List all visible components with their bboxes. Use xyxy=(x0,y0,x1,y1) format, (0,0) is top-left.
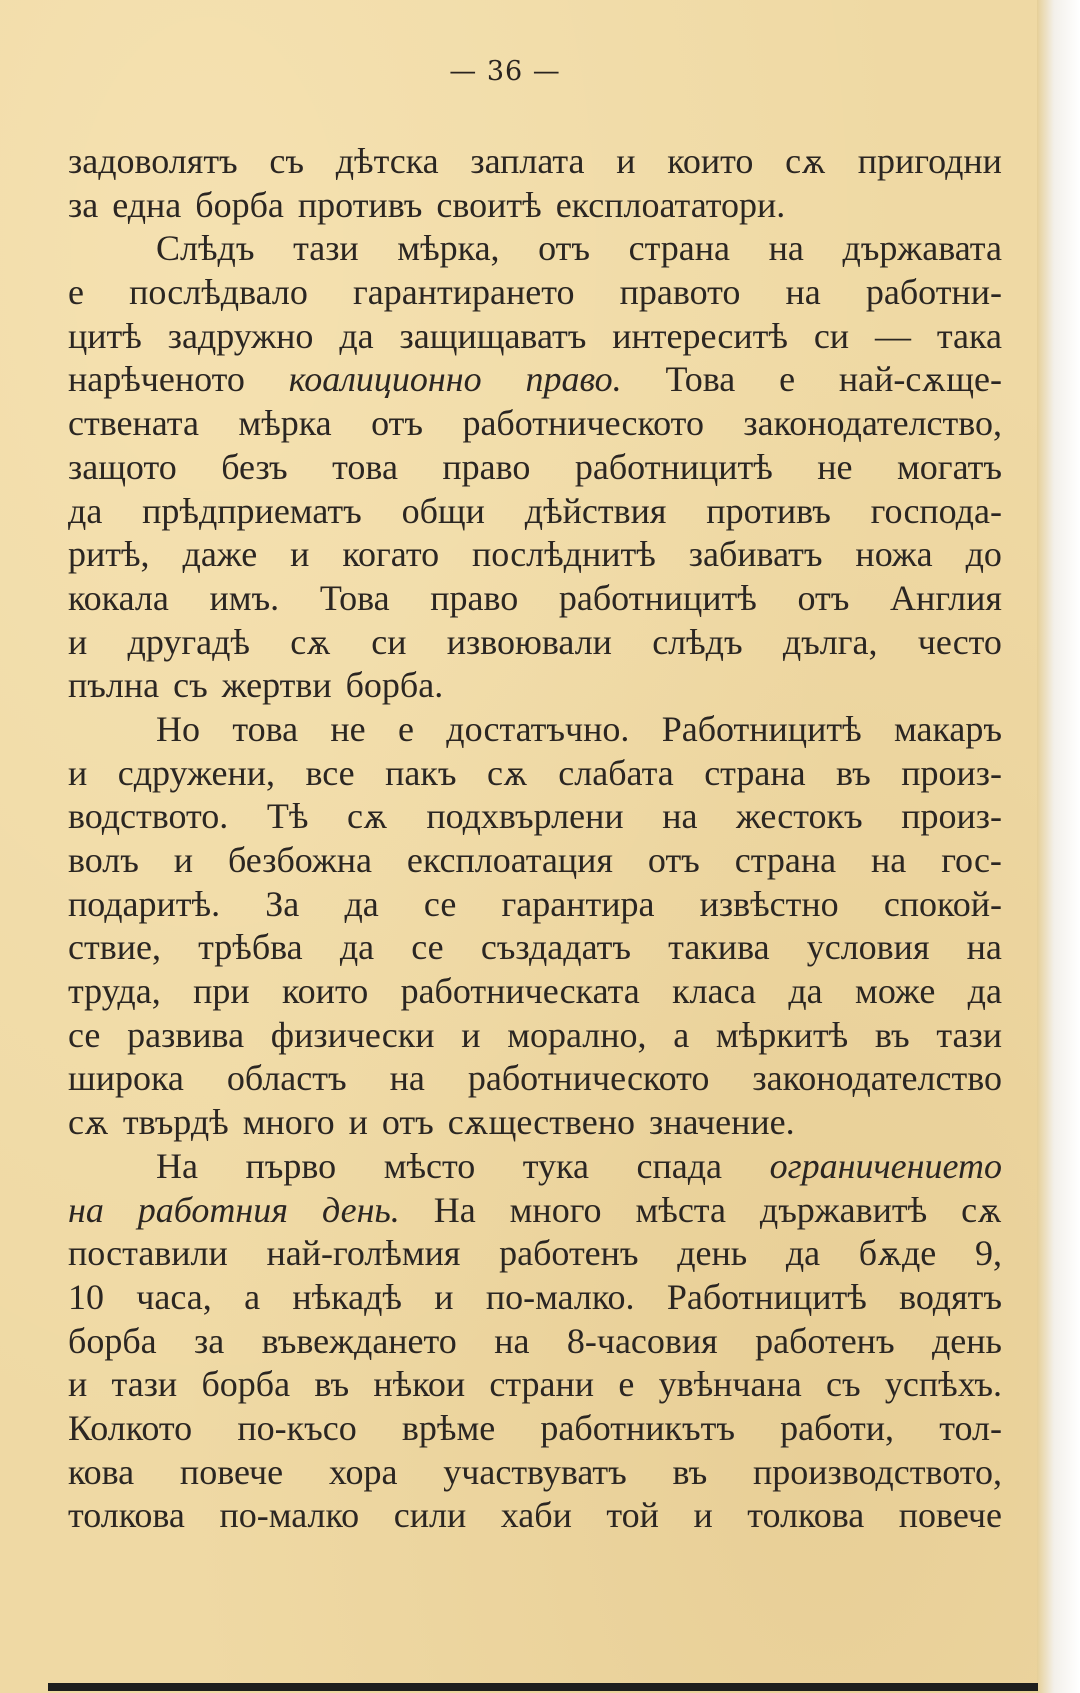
word: извѣстно xyxy=(699,883,839,924)
word: да xyxy=(339,315,374,356)
text-line xyxy=(68,795,1002,839)
text-line xyxy=(68,1014,1002,1058)
word: своитѣ xyxy=(436,184,542,225)
text-line xyxy=(68,1494,1002,1538)
text-line xyxy=(68,1320,1002,1364)
word: твърдѣ xyxy=(122,1102,229,1143)
word: производството, xyxy=(752,1451,1002,1492)
word: за xyxy=(68,184,99,225)
word: сѫ xyxy=(785,141,826,181)
word: борба. xyxy=(345,665,444,706)
word: държавата xyxy=(842,228,1002,269)
page-edge xyxy=(1037,0,1080,1693)
word: морално, xyxy=(507,1014,647,1055)
word: дълга, xyxy=(782,621,878,662)
word: на xyxy=(768,228,804,269)
word: Слѣдъ xyxy=(156,228,255,269)
word: често xyxy=(917,621,1002,662)
word: отъ xyxy=(647,840,700,880)
text-line xyxy=(68,1101,1002,1145)
word: сѫ xyxy=(961,1189,1002,1230)
word: Англия xyxy=(889,577,1002,618)
word: борба xyxy=(201,1364,291,1405)
word: Това xyxy=(319,577,390,618)
word: е xyxy=(618,1364,635,1405)
word: хора xyxy=(328,1451,398,1492)
word: успѣхъ. xyxy=(884,1364,1002,1405)
text-line xyxy=(68,1276,1002,1320)
word: сдружени, xyxy=(117,752,275,793)
word: и xyxy=(68,1364,88,1405)
word: най-голѣмия xyxy=(266,1233,461,1274)
word: нѣкои xyxy=(373,1364,466,1405)
word: защищаватъ xyxy=(399,315,587,356)
word: развива xyxy=(127,1014,245,1055)
word: слѣдъ xyxy=(652,621,743,662)
word: работникътъ xyxy=(540,1407,735,1448)
word: по-късо xyxy=(237,1407,357,1448)
word: послѣднитѣ xyxy=(472,534,656,575)
word: участвуватъ xyxy=(443,1451,627,1492)
word: се xyxy=(411,927,444,968)
word: работническата xyxy=(400,971,640,1012)
word: създадатъ xyxy=(480,927,631,968)
word: интереситѣ xyxy=(612,315,788,356)
word: дѣтска xyxy=(335,141,439,181)
word: физически xyxy=(270,1014,435,1055)
word: спада xyxy=(636,1145,723,1186)
text-line xyxy=(68,577,1002,621)
word: противъ xyxy=(706,490,831,531)
word: областъ xyxy=(226,1058,347,1099)
word: За xyxy=(265,883,300,924)
word: на xyxy=(494,1320,530,1361)
word: общи xyxy=(401,490,485,531)
word: най-сѫще- xyxy=(838,359,1002,400)
word: експлоатация xyxy=(406,840,613,880)
word: жертви xyxy=(221,665,332,706)
word: да xyxy=(339,927,375,968)
word: На xyxy=(433,1189,476,1230)
word: тол- xyxy=(939,1407,1002,1448)
word: гарантира xyxy=(501,883,655,924)
word: имъ. xyxy=(209,577,280,618)
word: отъ xyxy=(797,577,850,618)
word: тази xyxy=(111,1364,178,1405)
text-line xyxy=(68,1189,1002,1233)
word: съ xyxy=(173,665,208,706)
text-line xyxy=(68,271,1002,315)
italic-word: коалиционно xyxy=(288,359,482,400)
word: въ xyxy=(836,752,871,793)
word: послѣдвало xyxy=(129,272,308,313)
word: той xyxy=(606,1495,659,1536)
word: увѣнчана xyxy=(658,1364,802,1405)
word: мѣста xyxy=(635,1189,726,1230)
word: така xyxy=(936,315,1002,356)
word: нѣкадѣ xyxy=(292,1276,402,1317)
word: ритѣ, xyxy=(68,534,150,575)
word: не xyxy=(330,708,366,749)
word: на xyxy=(871,840,907,880)
word: това xyxy=(332,446,398,487)
word: задоволятъ xyxy=(68,141,238,181)
word: а xyxy=(673,1014,690,1055)
word: день xyxy=(931,1320,1002,1361)
word: работницитѣ xyxy=(574,446,773,487)
word: и xyxy=(173,840,194,880)
text-line xyxy=(68,1407,1002,1451)
word: когато xyxy=(342,534,440,575)
word: защото xyxy=(68,446,177,487)
word: хаби xyxy=(500,1495,572,1536)
word: право xyxy=(442,446,531,487)
text-line xyxy=(68,358,1002,402)
italic-word: день. xyxy=(321,1189,400,1230)
word: Работницитѣ xyxy=(666,1276,867,1317)
word: противъ xyxy=(297,184,423,225)
text-line xyxy=(68,315,1002,359)
word: все xyxy=(305,752,355,793)
word: сѫ xyxy=(68,1102,109,1143)
word: волъ xyxy=(68,840,139,880)
word: кова xyxy=(68,1451,135,1492)
word: да xyxy=(68,490,103,531)
word: поставили xyxy=(68,1233,228,1274)
word: мѣсто xyxy=(383,1145,476,1186)
word: право xyxy=(430,577,519,618)
word: бѫде xyxy=(858,1233,937,1274)
word: на xyxy=(389,1058,425,1099)
word: подхвърлени xyxy=(426,796,624,837)
word: кокала xyxy=(68,577,169,618)
italic-word: право. xyxy=(525,359,622,400)
word: за xyxy=(194,1320,225,1361)
word: една xyxy=(112,184,182,225)
text-line xyxy=(68,490,1002,534)
word: мѣрка, xyxy=(397,228,500,269)
word: е xyxy=(779,359,796,400)
word: задружно xyxy=(167,315,314,356)
word: цитѣ xyxy=(68,315,142,356)
text-line xyxy=(68,446,1002,490)
text-line xyxy=(68,227,1002,271)
word: и xyxy=(461,1014,481,1055)
word: борба xyxy=(68,1320,157,1361)
word: забиватъ xyxy=(688,534,823,575)
text-line xyxy=(68,752,1002,796)
word: Колкото xyxy=(68,1407,193,1448)
word: Работницитѣ xyxy=(661,708,862,749)
text-line xyxy=(68,140,1002,184)
word: толкова xyxy=(747,1495,865,1536)
word: е xyxy=(397,708,414,749)
word: си xyxy=(371,621,407,662)
word: На xyxy=(156,1145,198,1186)
word: и xyxy=(348,1102,368,1143)
word: при xyxy=(193,971,250,1012)
text-line xyxy=(68,1363,1002,1407)
word: ствената xyxy=(68,403,199,444)
word: се xyxy=(423,883,457,924)
text-line xyxy=(68,621,1002,665)
word: въвеждането xyxy=(261,1320,457,1361)
word: да xyxy=(785,1233,821,1274)
word: прѣдприематъ xyxy=(142,490,362,531)
word: подаритѣ. xyxy=(68,883,221,924)
word: законодателство xyxy=(752,1058,1002,1099)
word: много xyxy=(242,1102,335,1143)
word: законодателство, xyxy=(743,403,1002,444)
word: и xyxy=(68,752,88,793)
text-line xyxy=(68,664,1002,708)
word: страна xyxy=(734,840,837,880)
word: и xyxy=(693,1495,713,1536)
word: безбожна xyxy=(227,840,372,880)
text-line xyxy=(68,1057,1002,1101)
text-line xyxy=(68,1145,1002,1189)
word: другадѣ xyxy=(127,621,250,662)
word: тука xyxy=(522,1145,589,1186)
word: тази xyxy=(293,228,359,269)
italic-word: на xyxy=(68,1189,104,1230)
text-line xyxy=(68,970,1002,1014)
word: широка xyxy=(68,1058,184,1099)
text-line xyxy=(68,1232,1002,1276)
word: да xyxy=(788,971,823,1012)
word: си xyxy=(813,315,850,356)
word: условия xyxy=(806,927,930,968)
word: работническото xyxy=(462,403,704,444)
word: достатъчно. xyxy=(446,708,630,749)
word: спокой- xyxy=(883,883,1002,924)
word: първо xyxy=(245,1145,337,1186)
text-line xyxy=(68,839,1002,883)
word: работенъ xyxy=(499,1233,639,1274)
word: 8-часовия xyxy=(566,1320,718,1361)
word: работенъ xyxy=(755,1320,895,1361)
word: макаръ xyxy=(893,708,1002,749)
word: повече xyxy=(898,1495,1002,1536)
word: слабата xyxy=(558,752,674,793)
word: господа- xyxy=(870,490,1002,531)
word: това xyxy=(232,708,299,749)
word: трѣбва xyxy=(198,927,303,968)
word: на xyxy=(966,927,1002,968)
word: сѫществено xyxy=(447,1102,635,1143)
word: отъ xyxy=(538,228,591,269)
word: правото xyxy=(619,272,741,313)
text-line xyxy=(68,883,1002,927)
word: а xyxy=(244,1276,261,1317)
word: отъ xyxy=(371,403,423,444)
text-line xyxy=(68,533,1002,577)
bottom-rule xyxy=(48,1683,1038,1691)
text-line xyxy=(68,184,1002,228)
word: пакъ xyxy=(385,752,457,793)
word: въ xyxy=(672,1451,708,1492)
word: сѫ xyxy=(346,796,388,837)
word: жестокъ xyxy=(736,796,863,837)
word: мѣрка xyxy=(238,403,332,444)
word: въ xyxy=(314,1364,350,1405)
word: произ- xyxy=(901,796,1002,837)
word: до xyxy=(965,534,1002,575)
word: които xyxy=(667,141,754,181)
text-line xyxy=(68,402,1002,446)
word: гос- xyxy=(941,840,1002,880)
word: водството. xyxy=(68,796,229,837)
word: на xyxy=(785,272,821,313)
word: съ xyxy=(826,1364,861,1405)
italic-word: работния xyxy=(137,1189,289,1230)
word: часа, xyxy=(136,1276,212,1317)
word: сили xyxy=(393,1495,467,1536)
word: много xyxy=(509,1189,602,1230)
word: да xyxy=(967,971,1002,1012)
word: работническото xyxy=(467,1058,710,1099)
word: е xyxy=(68,272,84,313)
word: класа xyxy=(672,971,756,1012)
word: тази xyxy=(936,1014,1002,1055)
text-line xyxy=(68,926,1002,970)
word: — xyxy=(874,315,911,356)
word: не xyxy=(817,446,853,487)
word: труда, xyxy=(68,971,161,1012)
word: значение. xyxy=(648,1102,795,1143)
word: повече xyxy=(179,1451,284,1492)
word: нарѣченото xyxy=(68,359,245,400)
word: гарантирането xyxy=(353,272,575,313)
word: страна xyxy=(704,752,806,793)
word: може xyxy=(855,971,936,1012)
word: които xyxy=(282,971,369,1012)
text-line xyxy=(68,1451,1002,1495)
word: съ xyxy=(269,141,304,181)
word: ствие, xyxy=(68,927,161,968)
word: такива xyxy=(668,927,770,968)
word: и xyxy=(616,141,636,181)
word: на xyxy=(662,796,698,837)
word: пълна xyxy=(68,665,160,706)
word: работни- xyxy=(865,272,1002,313)
word: даже xyxy=(182,534,258,575)
word: и xyxy=(68,621,88,662)
italic-word: ограничението xyxy=(769,1145,1002,1186)
word: толкова xyxy=(68,1495,185,1536)
word: държавитѣ xyxy=(759,1189,928,1230)
word: Това xyxy=(665,359,736,400)
word: извоювали xyxy=(446,621,612,662)
body-text xyxy=(68,140,1002,1538)
word: въ xyxy=(874,1014,910,1055)
word: страни xyxy=(489,1364,595,1405)
word: и xyxy=(434,1276,454,1317)
word: произ- xyxy=(901,752,1002,793)
word: водятъ xyxy=(899,1276,1002,1317)
word: експлоататори. xyxy=(555,184,786,225)
word: врѣме xyxy=(401,1407,496,1448)
word: работницитѣ xyxy=(558,577,757,618)
word: дѣйствия xyxy=(524,490,667,531)
word: могатъ xyxy=(897,446,1002,487)
word: борба xyxy=(195,184,284,225)
word: день xyxy=(677,1233,748,1274)
word: страна xyxy=(628,228,730,269)
page-number: — 36 — xyxy=(449,56,561,87)
word: Тѣ xyxy=(266,796,309,837)
word: мѣркитѣ xyxy=(715,1014,849,1055)
word: заплата xyxy=(470,141,585,181)
word: да xyxy=(344,883,379,924)
word: 9, xyxy=(974,1233,1002,1274)
word: се xyxy=(68,1014,101,1055)
word: ножа xyxy=(855,534,933,575)
word: по-малко. xyxy=(485,1276,635,1317)
word: безъ xyxy=(221,446,288,487)
word: пригодни xyxy=(857,141,1002,181)
word: 10 xyxy=(68,1276,104,1317)
word: работи, xyxy=(780,1407,894,1448)
word: и xyxy=(290,534,310,575)
word: отъ xyxy=(381,1102,434,1143)
text-line xyxy=(68,708,1002,752)
word: сѫ xyxy=(486,752,528,793)
word: Но xyxy=(156,708,200,749)
word: сѫ xyxy=(290,621,332,662)
word: по-малко xyxy=(219,1495,360,1536)
